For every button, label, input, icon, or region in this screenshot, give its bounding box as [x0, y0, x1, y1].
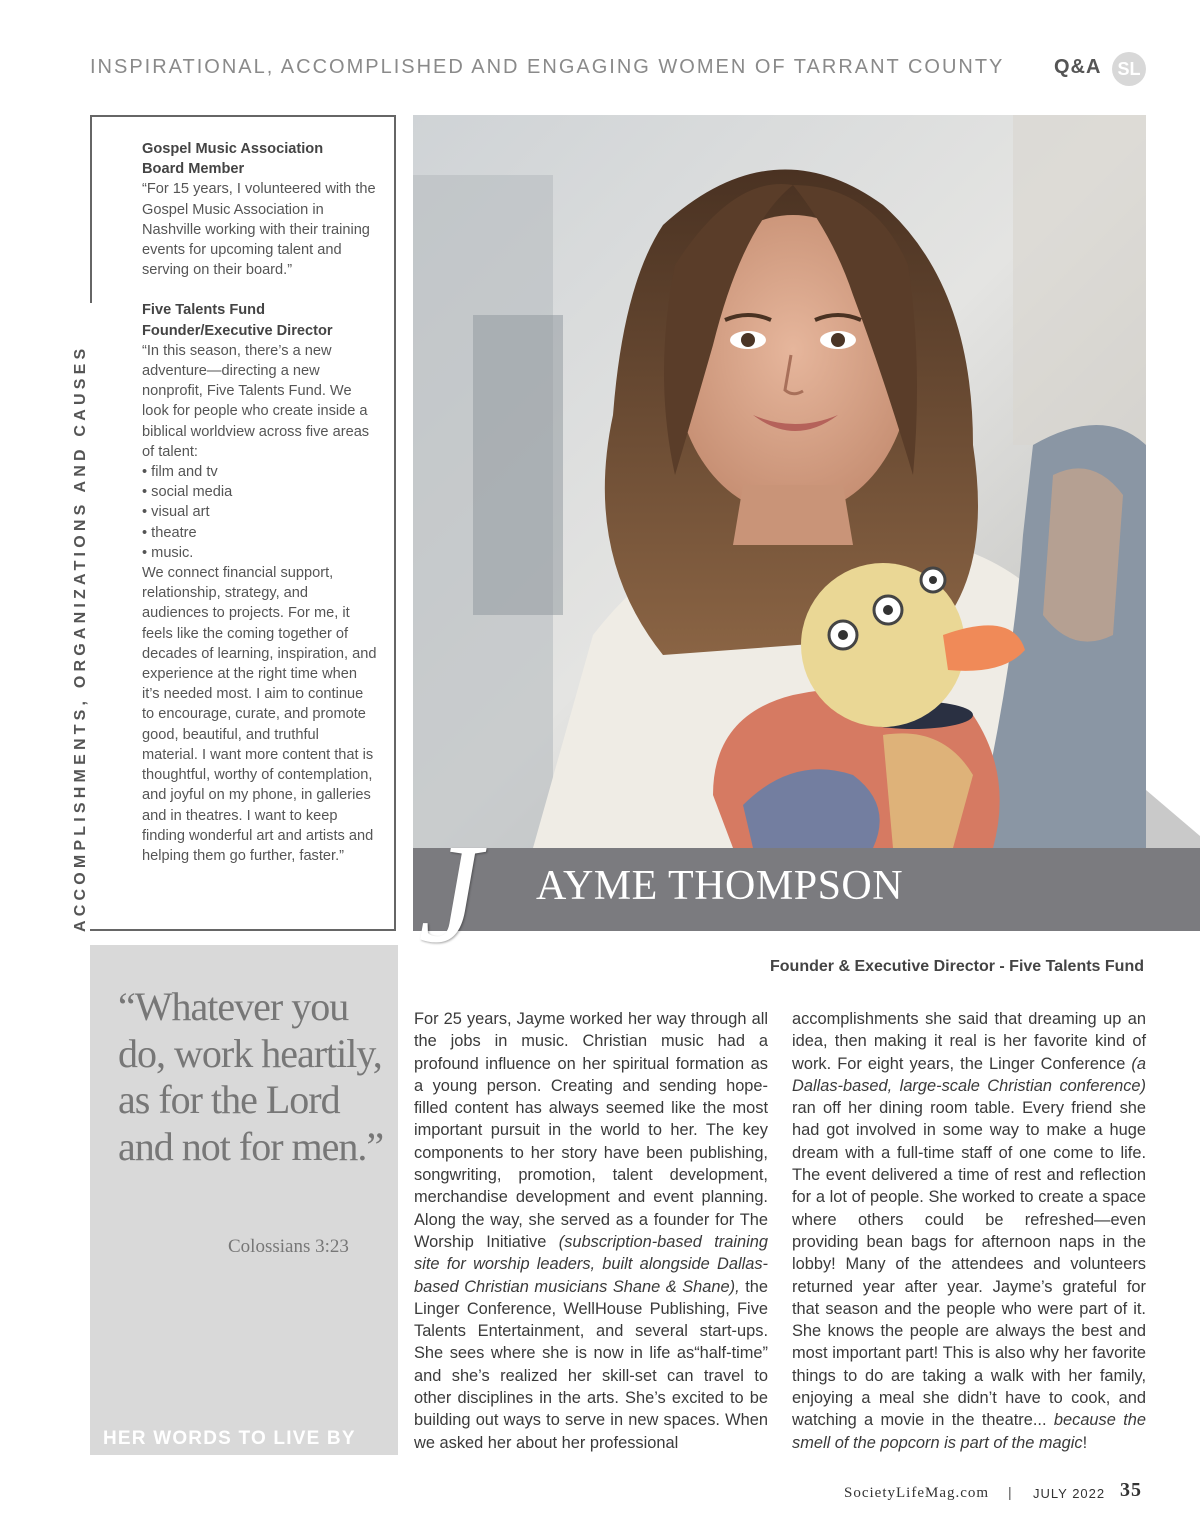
article-column-2 — [792, 1008, 1146, 1454]
entry-heading: Five Talents Fund — [142, 302, 265, 319]
talent-list — [142, 462, 378, 563]
article-paragraph — [414, 1008, 768, 1454]
pull-quote: “Whatever you do, work heartily, as for the Lord and not for men.” — [118, 984, 384, 1169]
entry-intro: “In this season, there’s a new adventure—directing a new nonprofit, Five Talents Fund. We look for people who create inside a biblical worldview across five areas of talent: — [142, 342, 370, 460]
portrait-photo — [413, 115, 1146, 848]
article-paragraph — [792, 1008, 1146, 1454]
sidebar-entry-gma — [142, 139, 378, 280]
footer-website: SocietyLifeMag.com — [844, 1485, 990, 1501]
entry-text: “For 15 years, I volunteered with the Gospel Music Association in Nashville working with their training events for upcoming talent and serving on their board.” — [142, 181, 376, 279]
entry-text: We connect financial support, relationship, strategy, and audiences to projects. For me, it feels like the coming together of decades of learning, inspiration, and experience at the right time when it’s needed most. I aim to continue to encourage, curate, and promote good, beautiful, and truthful material. I want more content that is thoughtful, worthy of contemplation, and joyful on my phone, in galleries and in theatres. I want to keep finding wonderful art and artists and helping them go further, faster.” — [142, 565, 377, 864]
quote-label: HER WORDS TO LIVE BY — [103, 1428, 356, 1449]
text-run: ! — [1082, 1433, 1088, 1452]
name-initial: J — [418, 814, 482, 972]
article-column-1 — [414, 1008, 768, 1454]
italic-run: (subscription-based training site for worship leaders, built alongside Dallas-based Christian musicians Shane & Shane), — [414, 1232, 768, 1296]
text-run: For 25 years, Jayme worked her way through all the jobs in music. Christian music had a profound influence on her spiritual formation as a young person. Creating and sending hope-filled content has always seemed like the most important pursuit in the world to her. The key components to her story have been publishing, songwriting, promotion, talent development, merchandise development and event planning. Along the way, she served as a founder for The Worship Initiative — [414, 1010, 768, 1251]
portrait-illustration — [413, 115, 1146, 848]
sidebar-vertical-label: ACCOMPLISHMENTS, ORGANIZATIONS AND CAUSES — [72, 344, 89, 932]
page-fold-decoration — [1146, 790, 1200, 848]
page-number: 35 — [1120, 1479, 1142, 1501]
profile-title: Founder & Executive Director - Five Talents Fund — [770, 958, 1144, 975]
sidebar-content — [142, 139, 378, 866]
italic-run: because the smell of the popcorn is part of the magic — [792, 1411, 1146, 1452]
entry-subheading: Founder/Executive Director — [142, 322, 333, 339]
text-run: the Linger Conference, WellHouse Publishing, Five Talents Entertainment, and several start-ups. She sees where she is now in life as“half-time” and she’s realized her skill-set can travel to other disciplines in the arts. She’s excited to be building out ways to serve in new spaces. When we asked her about her professional — [414, 1277, 768, 1452]
running-head: INSPIRATIONAL, ACCOMPLISHED AND ENGAGING WOMEN OF TARRANT COUNTY — [90, 56, 1005, 78]
sidebar-rule — [90, 115, 92, 303]
italic-run: (a Dallas-based, large-scale Christian conference) — [792, 1054, 1146, 1095]
footer-separator: | — [1008, 1484, 1012, 1500]
quote-citation: Colossians 3:23 — [228, 1236, 349, 1257]
sidebar-entry-five-talents — [142, 300, 378, 866]
entry-subheading: Board Member — [142, 161, 245, 178]
list-item: • social media — [142, 484, 233, 501]
text-run: accomplishments she said that dreaming up an idea, then making it real is her favorite kind of work. For eight years, the Linger Conference — [792, 1010, 1146, 1073]
list-item: • film and tv — [142, 464, 218, 481]
magazine-badge: SL — [1112, 52, 1146, 86]
text-run: ran off her dining room table. Every friend she had got involved in some way to make a huge dream with a full-time staff of one come to life. The event delivered a time of rest and reflection for a lot of people. She worked to create a space where others could be refreshed—even providing bean bags for afternoon naps in the lobby! Many of the attendees and volunteers returned year after year. Jayme’s grateful for that season and the people who were part of it. She knows the people are always the best and most important part! This is also why her favorite things to do are taking a walk with her family, enjoying a meal she didn’t have to cook, and watching a movie in the theatre... — [792, 1099, 1146, 1430]
profile-name: AYME THOMPSON — [536, 863, 904, 909]
section-label: Q&A — [1054, 56, 1102, 78]
entry-heading: Gospel Music Association — [142, 141, 324, 157]
footer-issue-date: JULY 2022 — [1033, 1486, 1106, 1501]
list-item: • visual art — [142, 504, 210, 521]
list-item: • theatre — [142, 524, 197, 541]
list-item: • music. — [142, 544, 194, 561]
